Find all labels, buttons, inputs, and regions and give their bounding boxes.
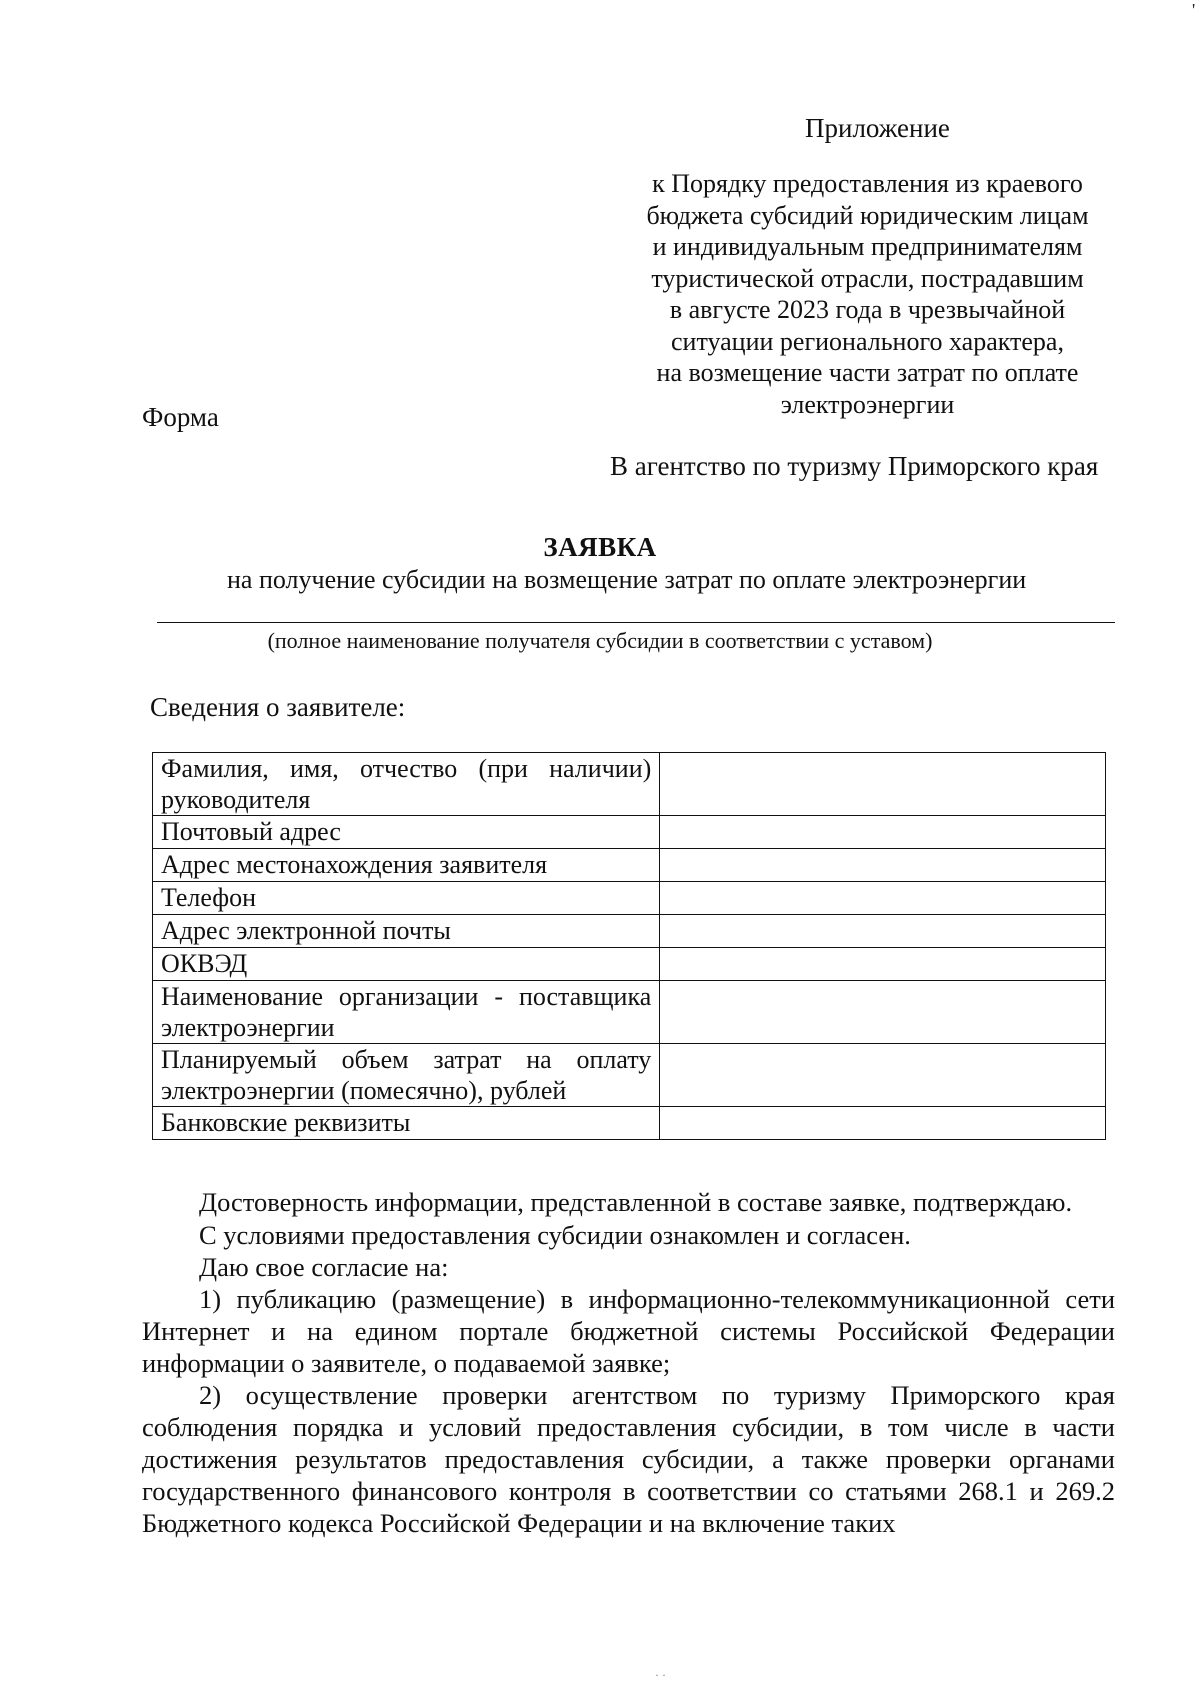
row-value-planned-costs[interactable] bbox=[660, 1044, 1106, 1107]
appendix-line: к Порядку предоставления из краевого bbox=[652, 169, 1083, 198]
scan-artifact-mark: ' bbox=[1192, 0, 1196, 20]
row-value-postal-address[interactable] bbox=[660, 816, 1106, 849]
appendix-line: в августе 2023 года в чрезвычайной bbox=[669, 295, 1066, 324]
appendix-line: на возмещение части затрат по оплате bbox=[656, 358, 1079, 387]
declaration-paragraph: С условиями предоставления субсидии ознакомлен и согласен. bbox=[199, 1220, 911, 1250]
table-row bbox=[153, 948, 1106, 981]
appendix-line: туристической отрасли, пострадавшим bbox=[651, 263, 1084, 293]
appendix-reference bbox=[620, 168, 1115, 420]
row-label-phone: Телефон bbox=[153, 882, 660, 915]
row-value-location-address[interactable] bbox=[660, 849, 1106, 882]
row-value-email[interactable] bbox=[660, 915, 1106, 948]
table-row bbox=[153, 915, 1106, 948]
addressee-line: В агентство по туризму Приморского края bbox=[610, 451, 1099, 481]
row-label-head-name: Фамилия, имя, отчество (при наличии) руководителя bbox=[153, 753, 660, 816]
row-label-bank-details: Банковские реквизиты bbox=[153, 1107, 660, 1140]
appendix-line: ситуации регионального характера, bbox=[671, 326, 1064, 356]
row-value-head-name[interactable] bbox=[660, 753, 1106, 816]
row-value-bank-details[interactable] bbox=[660, 1107, 1106, 1140]
scan-artifact-dots: · · bbox=[655, 1668, 666, 1682]
row-label-email: Адрес электронной почты bbox=[153, 915, 660, 948]
table-row bbox=[153, 1107, 1106, 1140]
row-label-planned-costs: Планируемый объем затрат на оплату электроэнергии (помесячно), рублей bbox=[153, 1044, 660, 1107]
form-label: Форма bbox=[142, 402, 219, 432]
recipient-name-caption: (полное наименование получателя субсидии в соответствии с уставом) bbox=[267, 628, 933, 653]
table-row bbox=[153, 849, 1106, 882]
consent-item-2: 2) осуществление проверки агентством по туризму Приморского края соблюдения порядка и условий предоставления субсидии, в том числе в части достижения результатов предоставления субсидии, а также проверки органами государственного финансового контроля в соответствии со статьями 268.1 и 269.2 Бюджетного кодекса Российской Федерации и на включение таких bbox=[142, 1380, 1115, 1538]
row-value-supplier-name[interactable] bbox=[660, 981, 1106, 1044]
applicant-info-table bbox=[152, 752, 1106, 1140]
appendix-line: бюджета субсидий юридическим лицам bbox=[646, 200, 1089, 230]
applicant-info-heading: Сведения о заявителе: bbox=[150, 692, 406, 722]
table-row bbox=[153, 981, 1106, 1044]
declaration-text bbox=[142, 1186, 1115, 1539]
row-label-postal-address: Почтовый адрес bbox=[153, 816, 660, 849]
table-row bbox=[153, 816, 1106, 849]
document-title: ЗАЯВКА bbox=[543, 532, 657, 562]
appendix-line: и индивидуальным предпринимателям bbox=[652, 232, 1083, 261]
row-value-phone[interactable] bbox=[660, 882, 1106, 915]
row-label-okved: ОКВЭД bbox=[153, 948, 660, 981]
table-row bbox=[153, 753, 1106, 816]
row-label-supplier-name: Наименование организации - поставщика электроэнергии bbox=[153, 981, 660, 1044]
declaration-paragraph: Даю свое согласие на: bbox=[199, 1252, 449, 1282]
row-label-location-address: Адрес местонахождения заявителя bbox=[153, 849, 660, 882]
declaration-paragraph: Достоверность информации, представленной в составе заявке, подтверждаю. bbox=[199, 1187, 1073, 1217]
row-value-okved[interactable] bbox=[660, 948, 1106, 981]
table-row bbox=[153, 1044, 1106, 1107]
appendix-line: электроэнергии bbox=[780, 389, 955, 419]
table-row bbox=[153, 882, 1106, 915]
appendix-title: Приложение bbox=[805, 113, 950, 143]
consent-item-1: 1) публикацию (размещение) в информационно-телекоммуникационной сети Интернет и на едином портале бюджетной системы Российской Федерации информации о заявителе, о подаваемой заявке; bbox=[142, 1284, 1115, 1378]
document-subtitle: на получение субсидии на возмещение затрат по оплате электроэнергии bbox=[227, 565, 1027, 594]
recipient-name-field[interactable] bbox=[157, 622, 1115, 623]
